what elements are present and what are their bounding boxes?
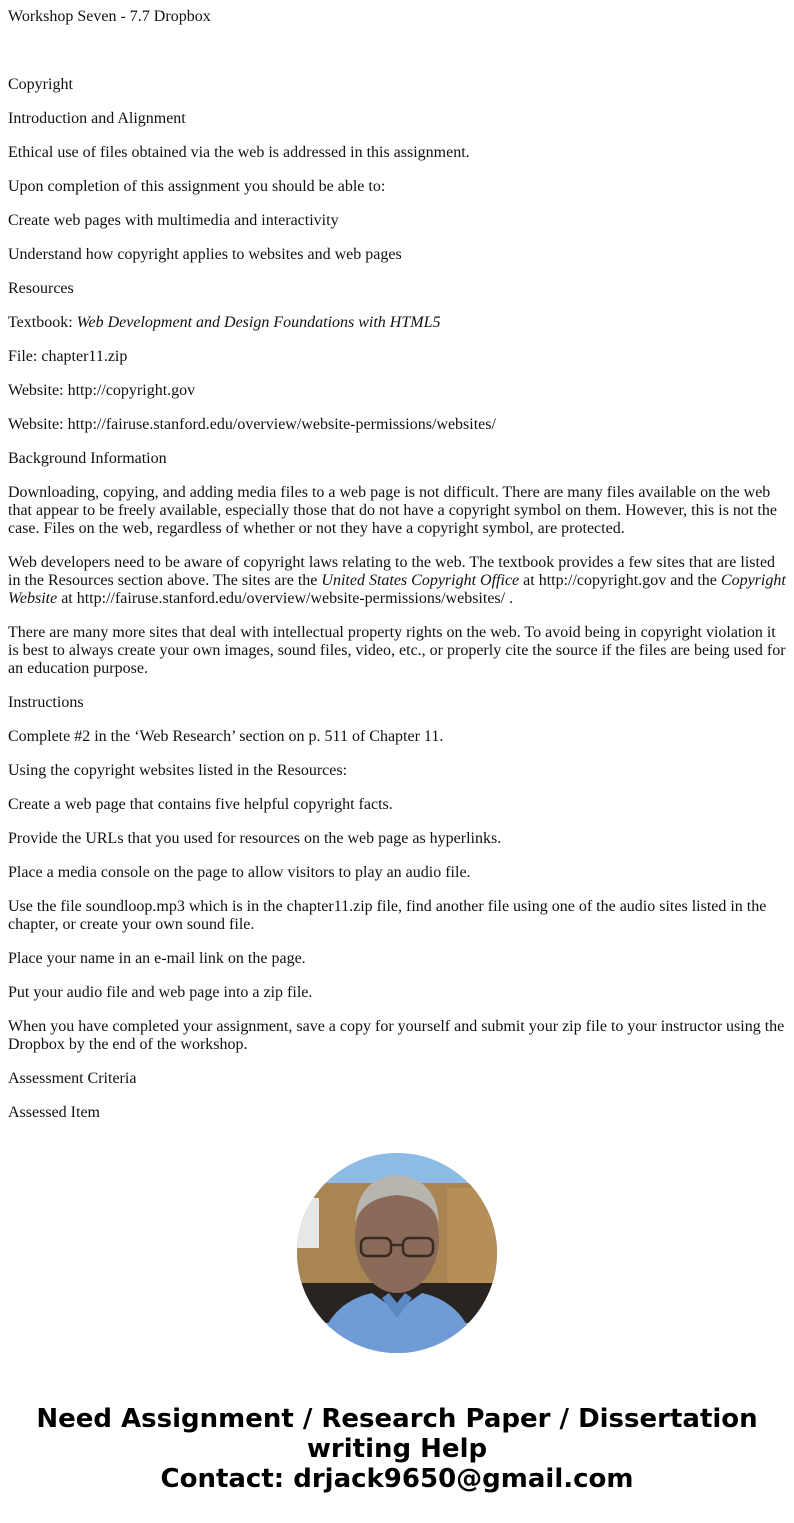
resources-heading: Resources (8, 280, 74, 297)
instruction-item: When you have completed your assignment, save a copy for yourself and submit your zip file to your instructor using the Dropbox by the end of the workshop. (8, 1018, 785, 1053)
resource-file: File: chapter11.zip (8, 348, 128, 365)
instruction-item: Complete #2 in the ‘Web Research’ section on p. 511 of Chapter 11. (8, 728, 444, 745)
textbook-title: Web Development and Design Foundations with HTML5 (76, 314, 441, 331)
background-paragraph-1: Downloading, copying, and adding media files to a web page is not difficult. There are many files available on the web that appear to be freely available, especially those that do not have a copyright symbol on them. However, this is not the case. Files on the web, regardless of whether or not they have a copyright symbol, are protected. (8, 484, 777, 537)
background-paragraph-3: There are many more sites that deal with intellectual property rights on the web. To avoid being in copyright violation it is best to always create your own images, sound files, video, etc., or properly cite the source if the files are being used for an education purpose. (8, 624, 786, 677)
resource-website-fairuse (8, 416, 786, 434)
assessment-heading: Assessment Criteria (8, 1070, 137, 1087)
background-paragraph-2 (8, 554, 786, 608)
instruction-item: Provide the URLs that you used for resources on the web page as hyperlinks. (8, 830, 502, 847)
person-portrait-icon (297, 1153, 497, 1353)
objective-item: Understand how copyright applies to websites and web pages (8, 246, 402, 263)
instructions-heading: Instructions (8, 694, 84, 711)
instruction-item: Using the copyright websites listed in the Resources: (8, 762, 348, 779)
instruction-item: Put your audio file and web page into a zip file. (8, 984, 313, 1001)
promo-line-1: Need Assignment / Research Paper / Dissertation (36, 1404, 758, 1434)
objective-item: Create web pages with multimedia and interactivity (8, 212, 339, 229)
assessed-item: Assessed Item (8, 1104, 100, 1121)
intro-text: Ethical use of files obtained via the web is addressed in this assignment. (8, 144, 470, 161)
text-segment: at http://fairuse.stanford.edu/overview/website-permissions/websites/ . (57, 590, 514, 607)
instruction-item: Create a web page that contains five helpful copyright facts. (8, 796, 393, 813)
copyright-website: Copyright Website (8, 572, 786, 607)
resource-textbook (8, 314, 786, 332)
website-url: http://copyright.gov (67, 382, 196, 399)
page-title: Workshop Seven - 7.7 Dropbox (8, 8, 211, 25)
instruction-item: Use the file soundloop.mp3 which is in the chapter11.zip file, find another file using one of the audio sites listed in the chapter, or create your own sound file. (8, 898, 767, 933)
background-heading: Background Information (8, 450, 167, 467)
promo-banner (0, 1404, 794, 1494)
avatar (297, 1153, 497, 1353)
promo-line-2: writing Help (306, 1434, 488, 1464)
section-heading: Copyright (8, 76, 73, 93)
website-label: Website: (8, 382, 68, 399)
text-segment: at http://copyright.gov and the (519, 572, 721, 589)
website-url: http://fairuse.stanford.edu/overview/website-permissions/websites/ (67, 416, 496, 433)
objectives-lead: Upon completion of this assignment you should be able to: (8, 178, 386, 195)
textbook-label: Textbook: (8, 314, 77, 331)
website-label: Website: (8, 416, 68, 433)
text-segment: Web developers need to be aware of copyright laws relating to the web. The textbook provides a few sites that are listed in the Resources section above. The sites are the (8, 554, 776, 589)
instruction-item: Place a media console on the page to allow visitors to play an audio file. (8, 864, 471, 881)
instruction-item: Place your name in an e-mail link on the page. (8, 950, 306, 967)
resource-website-copyright (8, 382, 786, 400)
intro-heading: Introduction and Alignment (8, 110, 186, 127)
us-copyright-office: United States Copyright Office (321, 572, 520, 589)
promo-contact: Contact: drjack9650@gmail.com (160, 1464, 634, 1494)
